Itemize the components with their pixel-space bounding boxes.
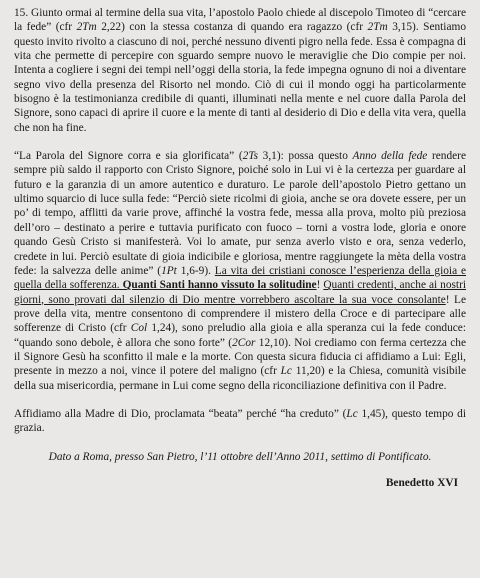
date-line: Dato a Roma, presso San Pietro, l’11 ottobre dell’Anno 2011, settimo di Pontificato. [48, 450, 432, 463]
bold-underlined-text: Quanti Santi hanno vissuto la solitudine [122, 279, 317, 292]
citation-text: 1Pt [161, 264, 177, 277]
citation-text: 2Tm [76, 21, 97, 34]
text-run: 1,45), questo tempo di grazia. [14, 407, 466, 435]
citation-text: 2Ts [242, 150, 259, 163]
underlined-text: La vita dei cristiani conosce l’esperienza della gioia e quella della sofferenza. [14, 264, 466, 292]
citation-text: Lc [346, 407, 358, 420]
citation-text: Col [130, 322, 148, 335]
text-run: rendere sempre più saldo il rapporto con Cristo Signore, poiché solo in Lui vi è la certezza per guardare al futuro e la garanzia di un amore autentico e duraturo. Le parole dell’apostolo Pietro gettano un ultimo squarcio di luce sulla fede: “Perciò siete ricolmi di gioia, anche se ora dovete essere, per un po’ di tempo, afflitti da varie prove, affinché la vostra fede, messa alla prova, molto più preziosa dell’oro – destinato a perire e tuttavia purificato con fuoco – torni a vostra lode, gloria e onore quando Gesù Cristo si manifesterà. Voi lo amate, pur senza averlo visto e ora, senza vederlo, credete in lui. Perciò esultate di gioia indicibile e gloriosa, mentre raggiungete la mèta della vostra fede: la salvezza delle anime” ( [14, 150, 466, 277]
text-run: “La Parola del Signore corra e sia glorificata” ( [14, 150, 243, 163]
text-run: 15. Giunto ormai al termine della sua vita, l’apostolo Paolo chiede al discepolo Timoteo di “cercare la fede” (cfr [14, 7, 466, 34]
citation-text: Lc [280, 365, 292, 378]
text-run: Affidiamo alla Madre di Dio, proclamata “beata” perché “ha creduto” ( [14, 407, 347, 420]
text-run: 1,6-9). [176, 264, 215, 277]
text-run: 1,24), sono preludio alla gioia e alla speranza cui la fede conduce: “quando sono debole, è allora che sono forte” ( [14, 322, 466, 349]
citation-text: 2Tm [367, 21, 388, 34]
text-run: ! [316, 279, 324, 292]
underlined-text: Quanti credenti, anche ai nostri giorni, sono provati dal silenzio di Dio mentre vorrebbero ascoltare la sua voce consolante [14, 279, 466, 306]
paragraph-mother-of-god [14, 407, 466, 436]
text-run: 11,20) e la Chiesa, comunità visibile della sua misericordia, permane in Lui come segno della riconciliazione definitiva con il Padre. [14, 365, 466, 392]
paragraph-15 [14, 6, 466, 135]
citation-text: Anno della fede [352, 150, 428, 163]
citation-text: 2Cor [232, 336, 256, 349]
paragraph-word-of-lord [14, 149, 466, 393]
text-run: ! Le prove della vita, mentre consentono di comprendere il mistero della Croce e di partecipare alle sofferenze di Cristo (cfr [14, 293, 467, 335]
text-run: 12,10). Noi crediamo con ferma certezza che il Signore Gesù ha sconfitto il male e la morte. Con questa sicura fiducia ci affidiamo a Lui: Egli, presente in mezzo a noi, vince il potere del maligno (cfr [14, 336, 466, 378]
signature: Benedetto XVI [385, 476, 458, 489]
text-run: 3,1): possa questo [258, 150, 353, 163]
text-run: 3,15). Sentiamo questo invito rivolto a ciascuno di noi, perché nessuno diventi pigro nella fede. Essa è compagna di vita che permette di percepire con sguardo sempre nuovo le meraviglie che Dio compie per noi. Intenta a cogliere i segni dei tempi nell’oggi della storia, la fede impegna ognuno di noi a diventare segno vivo della presenza del Risorto nel mondo. Ciò di cui il mondo oggi ha particolarmente bisogno è la testimonianza credibile di quanti, illuminati nella mente e nel cuore dalla Parola del Signore, sono capaci di aprire il cuore e la mente di tanti al desiderio di Dio e della vita vera, quella che non ha fine. [14, 21, 466, 134]
text-run: 2,22) con la stessa costanza di quando era ragazzo (cfr [96, 21, 368, 34]
